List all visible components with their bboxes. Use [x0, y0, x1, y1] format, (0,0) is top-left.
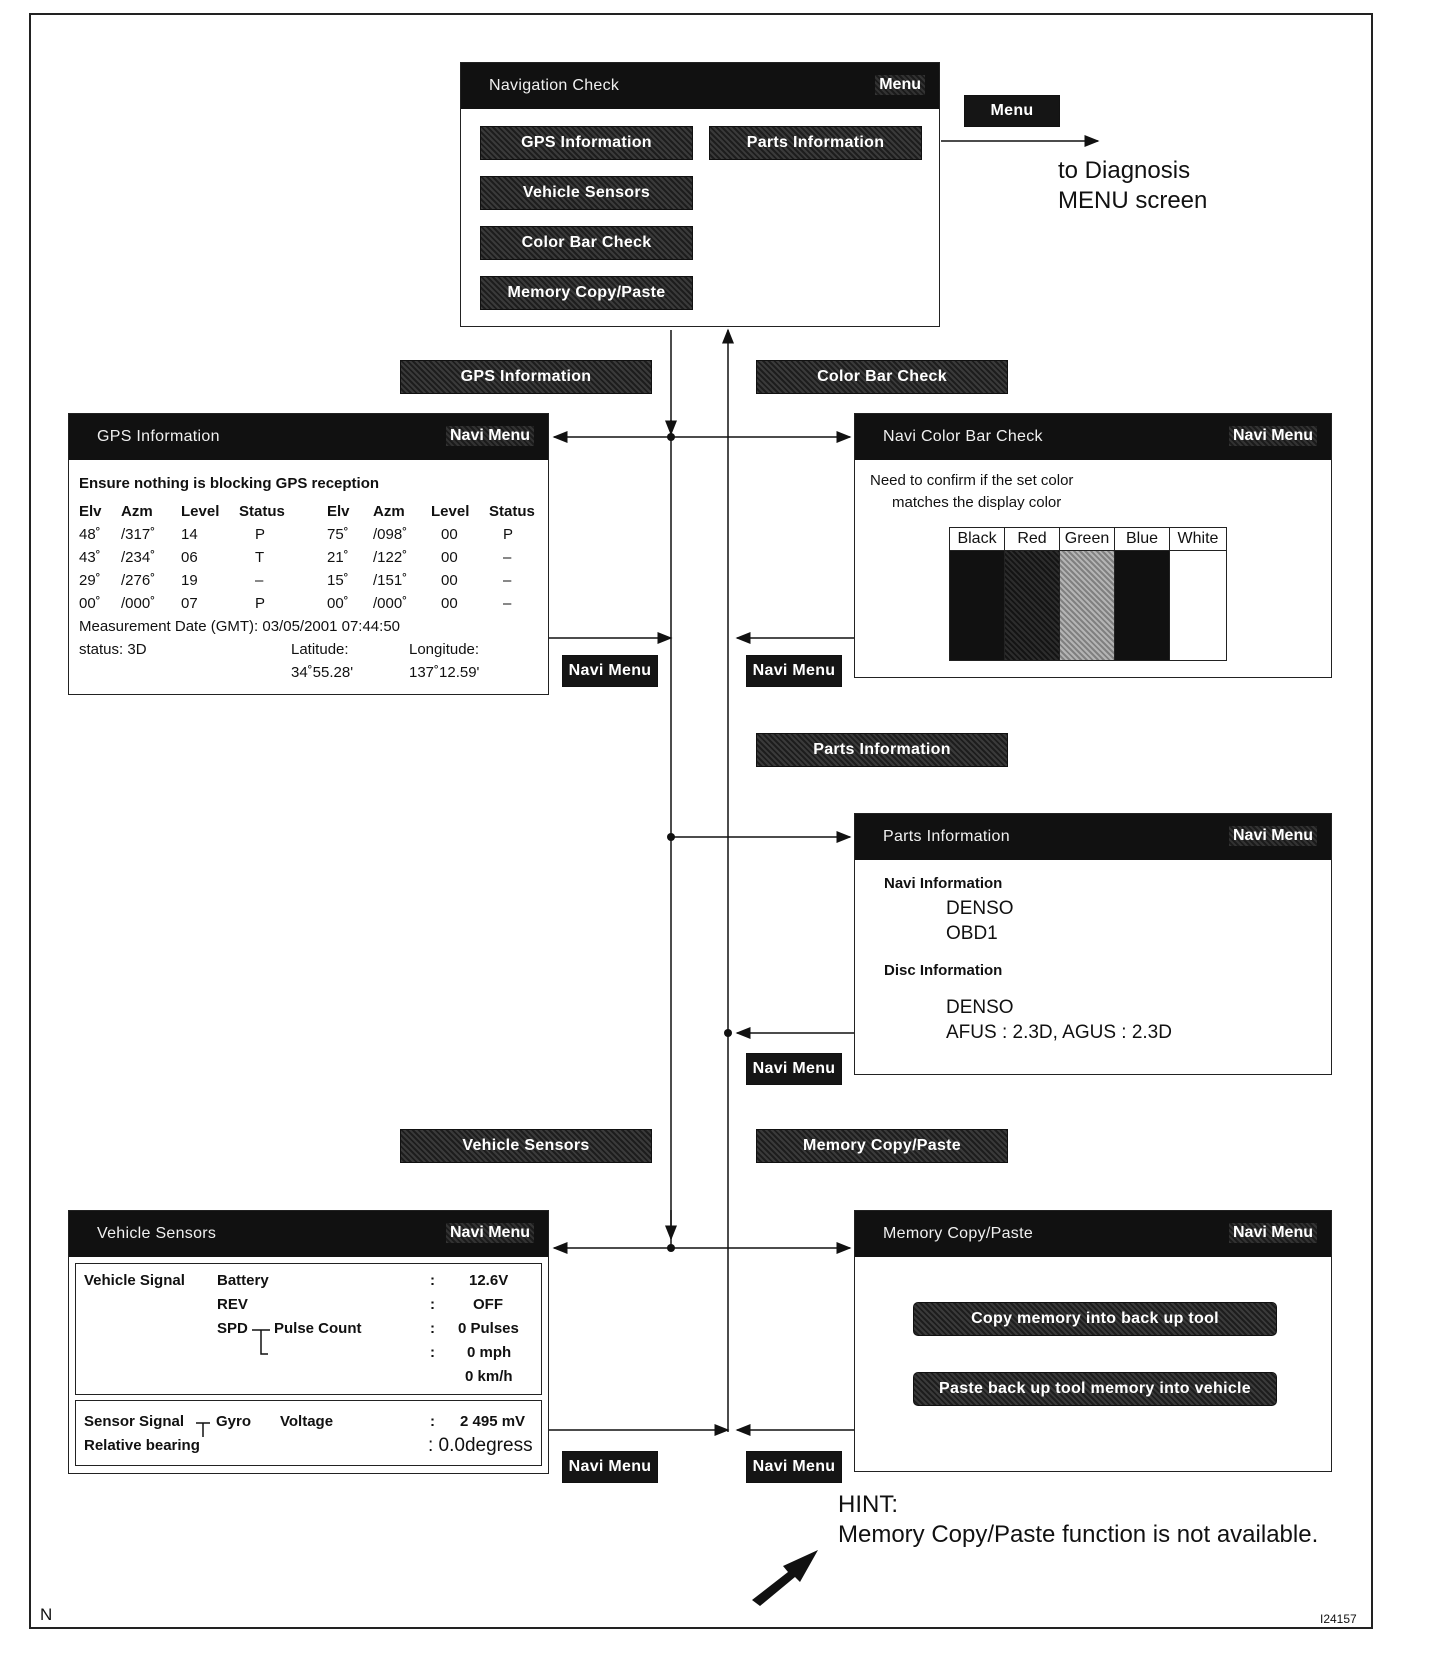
- cell: 00˚: [79, 595, 101, 612]
- measurement-date: Measurement Date (GMT): 03/05/2001 07:44:50: [79, 618, 401, 635]
- rev-label: REV: [217, 1296, 248, 1313]
- cell: /000˚: [121, 595, 156, 612]
- cell: 00: [441, 549, 458, 566]
- pulse-colon: :: [430, 1320, 435, 1337]
- navi-menu-button-parts[interactable]: Navi Menu: [746, 1053, 842, 1085]
- table-row: [79, 592, 541, 615]
- pulse-count-value: 0 Pulses: [458, 1320, 519, 1337]
- color-bar: [949, 527, 1227, 661]
- navi-menu-button-vehicle[interactable]: Navi Menu: [562, 1451, 658, 1483]
- color-label-blue: Blue: [1115, 528, 1170, 550]
- cell: P: [255, 526, 266, 543]
- sensor-signal-box: [75, 1400, 542, 1466]
- navi-menu-button[interactable]: Navi Menu: [1229, 1223, 1317, 1243]
- disc-maker: DENSO: [946, 997, 1014, 1018]
- parts-information-button[interactable]: Parts Information: [709, 126, 922, 160]
- navi-menu-button-color[interactable]: Navi Menu: [746, 655, 842, 687]
- cell: /317˚: [121, 526, 156, 543]
- disc-information-heading: Disc Information: [884, 962, 1003, 979]
- cell: 00˚: [327, 595, 349, 612]
- navi-maker: DENSO: [946, 898, 1014, 919]
- color-instruction-line1: Need to confirm if the set color: [870, 472, 1074, 489]
- sensor-signal-label: Sensor Signal: [84, 1413, 185, 1430]
- cell: 43˚: [79, 549, 101, 566]
- vehicle-signal-label: Vehicle Signal: [84, 1272, 185, 1289]
- header-cell: Elv: [327, 503, 350, 520]
- cell: /151˚: [373, 572, 408, 589]
- cell: 21˚: [327, 549, 349, 566]
- panel-title: Memory Copy/Paste: [883, 1225, 1034, 1242]
- hint-text: Memory Copy/Paste function is not available.: [838, 1521, 1319, 1548]
- table-header-row: [79, 500, 541, 523]
- cell: /122˚: [373, 549, 408, 566]
- battery-label: Battery: [217, 1272, 269, 1289]
- cell: –: [503, 572, 512, 589]
- navi-menu-button[interactable]: Navi Menu: [446, 426, 534, 446]
- color-bar-check-button[interactable]: Color Bar Check: [480, 226, 693, 260]
- cell: /234˚: [121, 549, 156, 566]
- vehicle-sensors-label: Vehicle Sensors: [400, 1129, 652, 1163]
- vehicle-signal-box: [75, 1263, 542, 1395]
- header-cell: Elv: [79, 503, 102, 520]
- panel-header: [855, 414, 1331, 460]
- cell: 00: [441, 572, 458, 589]
- pulse-count-label: Pulse Count: [274, 1320, 362, 1337]
- menu-button[interactable]: Menu: [875, 75, 925, 95]
- relative-bearing-value: : 0.0degress: [428, 1435, 533, 1456]
- spd-label: SPD: [217, 1320, 248, 1337]
- rev-colon: :: [430, 1296, 435, 1313]
- header-cell: Status: [489, 503, 535, 520]
- parts-information-panel: [854, 813, 1332, 1075]
- gps-information-label: GPS Information: [400, 360, 652, 394]
- cell: P: [503, 526, 514, 543]
- gyro-bracket-icon: [196, 1419, 212, 1439]
- cell: 19: [181, 572, 198, 589]
- paste-memory-button[interactable]: Paste back up tool memory into vehicle: [913, 1372, 1277, 1406]
- panel-title: GPS Information: [97, 428, 220, 445]
- cell: 29˚: [79, 572, 101, 589]
- panel-title: Navigation Check: [489, 77, 620, 94]
- table-row: [79, 569, 541, 592]
- disc-version: AFUS : 2.3D, AGUS : 2.3D: [946, 1022, 1172, 1043]
- header-cell: Level: [181, 503, 220, 520]
- gps-notice: Ensure nothing is blocking GPS reception: [79, 475, 380, 492]
- battery-colon: :: [430, 1272, 435, 1289]
- copy-memory-button[interactable]: Copy memory into back up tool: [913, 1302, 1277, 1336]
- header-cell: Azm: [373, 503, 405, 520]
- relative-bearing-label: Relative bearing: [84, 1437, 200, 1454]
- color-instruction-line2: matches the display color: [892, 494, 1062, 511]
- battery-value: 12.6V: [469, 1272, 509, 1289]
- cell: /098˚: [373, 526, 408, 543]
- mph-colon: :: [430, 1344, 435, 1361]
- gps-information-panel: [68, 413, 549, 695]
- hint-label: HINT:: [838, 1491, 898, 1518]
- voltage-label: Voltage: [280, 1413, 334, 1430]
- navi-menu-button-memory[interactable]: Navi Menu: [746, 1451, 842, 1483]
- cell: 75˚: [327, 526, 349, 543]
- diagnosis-menu-note-line1: to Diagnosis: [1058, 157, 1191, 184]
- cell: 14: [181, 526, 198, 543]
- cell: /000˚: [373, 595, 408, 612]
- panel-header: [69, 1211, 548, 1257]
- voltage-value: 2 495 mV: [460, 1413, 526, 1430]
- cell: 15˚: [327, 572, 349, 589]
- navi-information-heading: Navi Information: [884, 875, 1003, 892]
- longitude-value: 137˚12.59': [409, 664, 480, 681]
- navi-model: OBD1: [946, 923, 998, 944]
- cell: 48˚: [79, 526, 101, 543]
- color-label-green: Green: [1060, 528, 1115, 550]
- panel-title: Vehicle Sensors: [97, 1225, 217, 1242]
- diagnosis-menu-note-line2: MENU screen: [1058, 187, 1208, 214]
- longitude-label: Longitude:: [409, 641, 480, 658]
- cell: –: [255, 572, 264, 589]
- cell: P: [255, 595, 266, 612]
- figure-number: I24157: [1320, 1612, 1357, 1626]
- color-swatch-blue: [1115, 550, 1170, 660]
- navigation-check-panel: [460, 62, 940, 327]
- vehicle-sensors-panel: [68, 1210, 549, 1474]
- memory-copy-paste-button[interactable]: Memory Copy/Paste: [480, 276, 693, 310]
- cell: –: [503, 549, 512, 566]
- header-cell: Azm: [121, 503, 153, 520]
- table-row: [79, 546, 541, 569]
- navi-menu-button[interactable]: Navi Menu: [446, 1223, 534, 1243]
- cell: 07: [181, 595, 198, 612]
- color-label-red: Red: [1005, 528, 1060, 550]
- speed-mph-value: 0 mph: [467, 1344, 512, 1361]
- navi-menu-button[interactable]: Navi Menu: [1229, 826, 1317, 846]
- color-swatch-green: [1060, 550, 1115, 660]
- speed-kmh-value: 0 km/h: [465, 1368, 513, 1385]
- menu-exit-button[interactable]: Menu: [964, 95, 1060, 127]
- cell: 00: [441, 595, 458, 612]
- header-cell: Level: [431, 503, 470, 520]
- cell: T: [255, 549, 265, 566]
- latitude-label: Latitude:: [291, 641, 349, 658]
- panel-header: [461, 63, 939, 109]
- panel-title: Navi Color Bar Check: [883, 428, 1043, 445]
- color-label-white: White: [1177, 530, 1219, 547]
- color-swatch-red: [1005, 550, 1060, 660]
- color-label-black: Black: [950, 528, 1005, 550]
- memory-copy-paste-label: Memory Copy/Paste: [756, 1129, 1008, 1163]
- corner-mark-left: N: [40, 1605, 53, 1624]
- table-row: [79, 523, 541, 546]
- panel-header: [69, 414, 548, 460]
- navi-menu-button-gps[interactable]: Navi Menu: [562, 655, 658, 687]
- satellite-table: [79, 500, 541, 615]
- cell: 06: [181, 549, 198, 566]
- voltage-colon: :: [430, 1413, 435, 1430]
- header-cell: Status: [239, 503, 285, 520]
- color-bar-check-panel: [854, 413, 1332, 678]
- cell: /276˚: [121, 572, 156, 589]
- panel-title: Parts Information: [883, 828, 1010, 845]
- vehicle-sensors-button[interactable]: Vehicle Sensors: [480, 176, 693, 210]
- memory-copy-paste-panel: [854, 1210, 1332, 1472]
- navi-menu-button[interactable]: Navi Menu: [1229, 426, 1317, 446]
- color-bar-check-label: Color Bar Check: [756, 360, 1008, 394]
- gps-information-button[interactable]: GPS Information: [480, 126, 693, 160]
- color-swatch-black: [950, 550, 1005, 660]
- latitude-value: 34˚55.28': [291, 664, 354, 681]
- parts-information-label: Parts Information: [756, 733, 1008, 767]
- fix-status: status: 3D: [79, 641, 147, 658]
- color-swatch-white: [1170, 550, 1226, 660]
- cell: 00: [441, 526, 458, 543]
- panel-header: [855, 814, 1331, 860]
- rev-value: OFF: [473, 1296, 503, 1313]
- hint-arrow-icon: [752, 1550, 818, 1606]
- cell: –: [503, 595, 512, 612]
- panel-header: [855, 1211, 1331, 1257]
- spd-bracket-icon: [252, 1324, 272, 1360]
- gyro-label: Gyro: [216, 1413, 252, 1430]
